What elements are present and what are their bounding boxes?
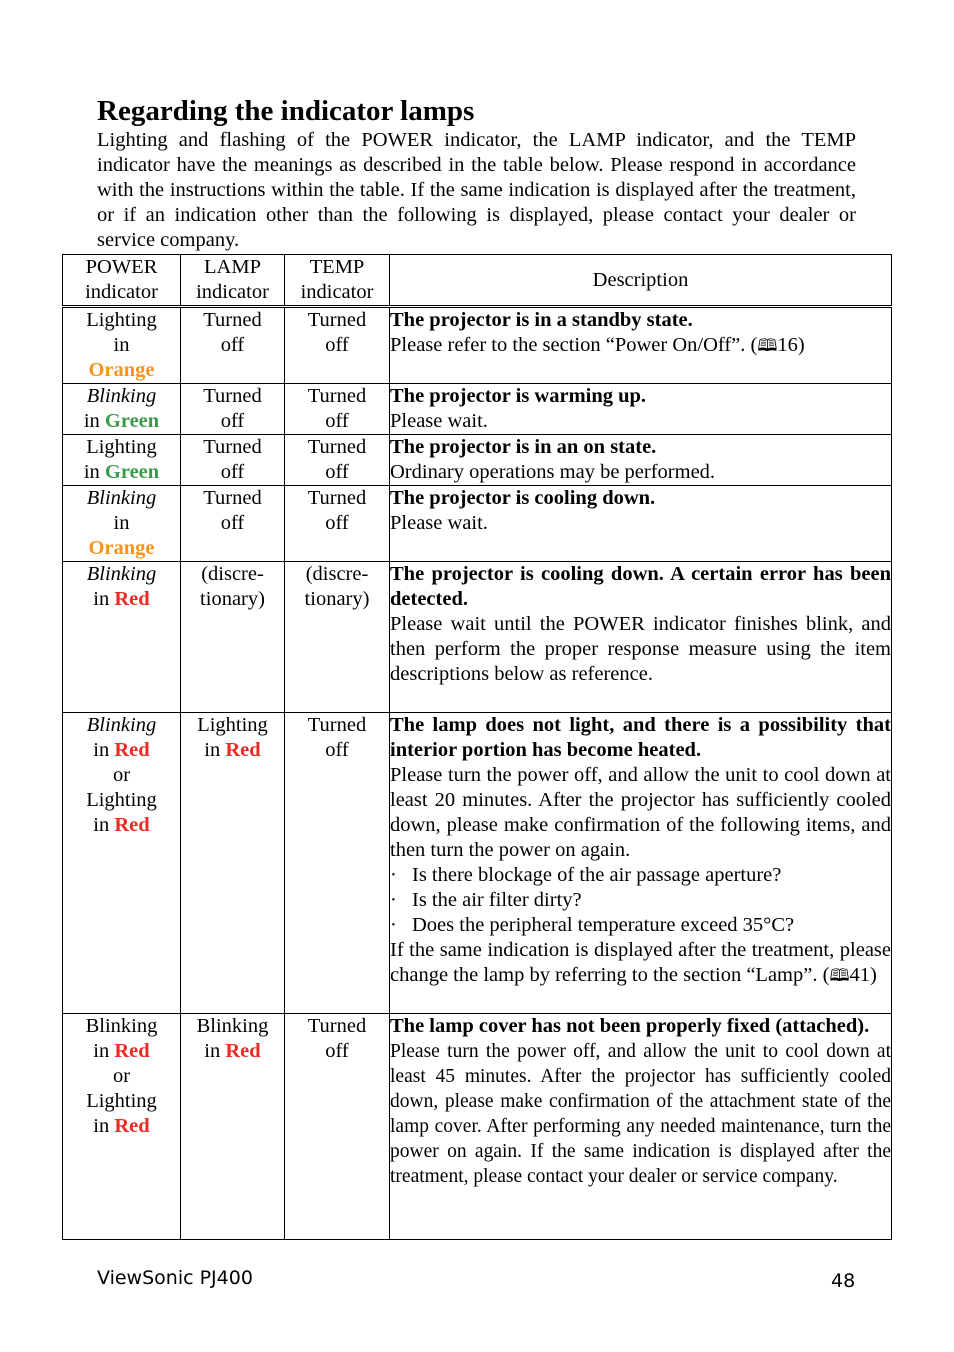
temp-cell: Turned off: [285, 1014, 390, 1240]
header-description: Description: [390, 255, 892, 307]
table-header-row: [63, 255, 892, 307]
power-cell: Lighting in Orange: [63, 307, 181, 384]
description-cell: The projector is warming up. Please wait.: [390, 384, 892, 435]
page-title: Regarding the indicator lamps: [97, 95, 475, 127]
temp-cell: (discre- tionary): [285, 562, 390, 713]
table-row: [63, 562, 892, 713]
description-cell: The lamp does not light, and there is a possibility that interior portion has become heated. Please turn the power off, and allow the unit to cool down at least 20 minutes. After the projector has sufficiently cooled down, please make confirmation of the following items, and then turn the power on again. · Is there blockage of the air passage aperture? · Is the air filter dirty? · Does the peripheral temperature exceed 35°C? If the same indication is displayed after the treatment, please change the lamp by referring to the section “Lamp”. (🕮41): [390, 713, 892, 1014]
list-item: · Is there blockage of the air passage aperture?: [390, 864, 782, 886]
table-row: [63, 384, 892, 435]
description-cell: The projector is in an on state. Ordinary operations may be performed.: [390, 435, 892, 486]
lamp-cell: Blinking in Red: [181, 1014, 285, 1240]
lamp-cell: Turned off: [181, 486, 285, 562]
book-icon: 🕮: [757, 336, 778, 356]
book-icon: 🕮: [829, 966, 850, 986]
indicator-table: [62, 254, 892, 1240]
lamp-cell: (discre- tionary): [181, 562, 285, 713]
table-row: [63, 713, 892, 1014]
temp-cell: Turned off: [285, 435, 390, 486]
lamp-cell: Turned off: [181, 384, 285, 435]
list-item: · Is the air filter dirty?: [390, 889, 582, 911]
power-cell: Blinking in Red: [63, 562, 181, 713]
power-cell: Blinking in Red or Lighting in Red: [63, 713, 181, 1014]
description-cell: The lamp cover has not been properly fixed (attached). Please turn the power off, and allow the unit to cool down at least 45 minutes. After the projector has sufficiently cooled down, please make confirmation of the attachment state of the lamp cover. After performing any needed maintenance, turn the power on again. If the same indication is displayed after the treatment, please contact your dealer or service company.: [390, 1014, 892, 1240]
description-cell: The projector is in a standby state. Please refer to the section “Power On/Off”. (🕮16): [390, 307, 892, 384]
temp-cell: Turned off: [285, 486, 390, 562]
table-row: [63, 486, 892, 562]
header-lamp: LAMP indicator: [181, 255, 285, 307]
temp-cell: Turned off: [285, 384, 390, 435]
power-cell: Blinking in Orange: [63, 486, 181, 562]
table-row: [63, 1014, 892, 1240]
power-cell: Blinking in Red or Lighting in Red: [63, 1014, 181, 1240]
description-cell: The projector is cooling down. A certain error has been detected. Please wait until the POWER indicator finishes blink, and then perform the proper response measure using the item descriptions below as reference.: [390, 562, 892, 713]
intro-paragraph: Lighting and flashing of the POWER indicator, the LAMP indicator, and the TEMP indicator have the meanings as described in the table below. Please respond in accordance with the instructions within the table. If the same indication is displayed after the treatment, or if an indication other than the following is displayed, please contact your dealer or service company.: [97, 129, 856, 251]
footer-model: ViewSonic PJ400: [97, 1267, 253, 1289]
power-cell: Lighting in Green: [63, 435, 181, 486]
temp-cell: Turned off: [285, 713, 390, 1014]
footer-page-number: 48: [831, 1270, 856, 1292]
list-item: · Does the peripheral temperature exceed 35°C?: [390, 914, 795, 936]
lamp-cell: Lighting in Red: [181, 713, 285, 1014]
description-cell: The projector is cooling down. Please wait.: [390, 486, 892, 562]
lamp-cell: Turned off: [181, 307, 285, 384]
power-cell: Blinking in Green: [63, 384, 181, 435]
temp-cell: Turned off: [285, 307, 390, 384]
header-power: POWER indicator: [63, 255, 181, 307]
lamp-cell: Turned off: [181, 435, 285, 486]
table-row: [63, 435, 892, 486]
header-temp: TEMP indicator: [285, 255, 390, 307]
table-row: [63, 307, 892, 384]
